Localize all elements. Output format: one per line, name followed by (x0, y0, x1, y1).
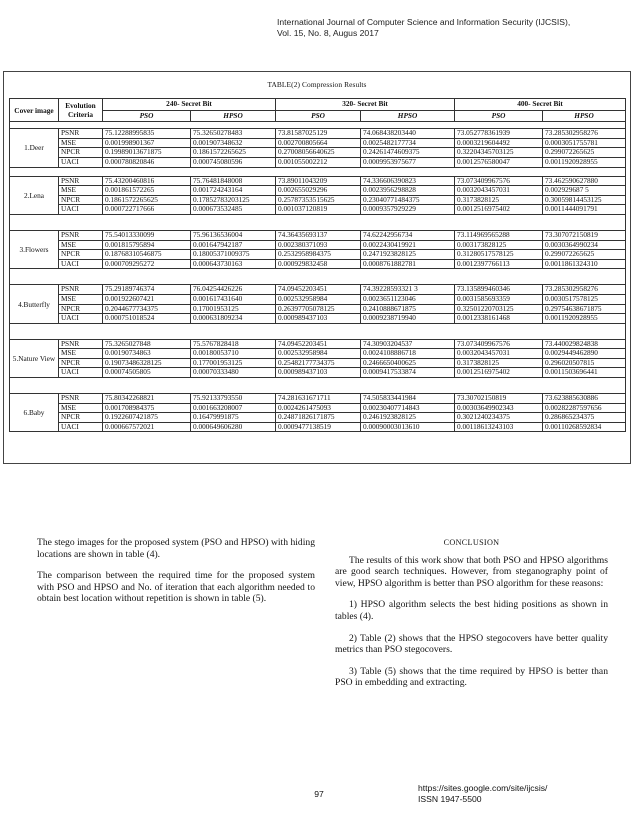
value-cell: 0.002700805664 (276, 138, 361, 148)
sub-header: HPSO (191, 110, 276, 122)
value-cell: 0.000722717666 (103, 205, 191, 215)
value-cell: 0.0011920928955 (543, 314, 626, 324)
value-cell: 74.505833441984 (361, 394, 455, 404)
table-body (10, 122, 626, 432)
value-cell: 74.30903204537 (361, 339, 455, 349)
value-cell: 75.54013330099 (103, 230, 191, 240)
value-cell: 75.43200460816 (103, 176, 191, 186)
value-cell: 0.002655029296 (276, 186, 361, 196)
criteria-cell: NPCR (59, 413, 103, 423)
criteria-cell: UACI (59, 314, 103, 324)
value-cell: 0.0009238719940 (361, 314, 455, 324)
value-cell: 0.19989013671875 (103, 148, 191, 158)
value-cell: 0.0022430419921 (361, 240, 455, 250)
journal-header-line2: Vol. 15, No. 8, Augus 2017 (277, 28, 379, 38)
table-row (10, 259, 626, 269)
value-cell: 0.2466650400625 (361, 358, 455, 368)
value-cell: 0.296020507815 (543, 358, 626, 368)
cover-image-cell: 6.Baby (10, 394, 59, 432)
group-header-320: 320- Secret Bit (276, 99, 455, 111)
value-cell: 73.052778361939 (455, 129, 543, 139)
table-row (10, 240, 626, 250)
value-cell: 74.336606390823 (361, 176, 455, 186)
group-spacer-row (10, 378, 626, 394)
value-cell: 0.0011444091791 (543, 205, 626, 215)
left-column (37, 537, 315, 615)
value-cell: 0.000709295272 (103, 259, 191, 269)
table-row (10, 413, 626, 423)
cover-image-header: Cover image (10, 99, 59, 122)
criteria-cell: NPCR (59, 195, 103, 205)
value-cell: 73.114969565288 (455, 230, 543, 240)
value-cell: 0.001815795894 (103, 240, 191, 250)
value-cell: 0.2044677734375 (103, 304, 191, 314)
value-cell: 0.00118613243103 (455, 422, 543, 432)
value-cell: 0.1922607421875 (103, 413, 191, 423)
table-row (10, 314, 626, 324)
value-cell: 73.135899460346 (455, 285, 543, 295)
value-cell: 74.39228593321 3 (361, 285, 455, 295)
value-cell: 0.000631809234 (191, 314, 276, 324)
value-cell: 75.76481848008 (191, 176, 276, 186)
value-cell: 0.299072265625 (543, 148, 626, 158)
value-cell: 0.001037120819 (276, 205, 361, 215)
value-cell: 0.0012516975402 (455, 205, 543, 215)
value-cell: 0.001663208007 (191, 403, 276, 413)
spacer-cell (10, 323, 626, 339)
issn: ISSN 1947-5500 (418, 794, 482, 804)
table-row (10, 304, 626, 314)
cover-image-cell: 5.Nature View (10, 339, 59, 377)
value-cell: 0.2461923828125 (361, 413, 455, 423)
table-row (10, 422, 626, 432)
sub-header: HPSO (361, 110, 455, 122)
criteria-cell: NPCR (59, 148, 103, 158)
criteria-cell: MSE (59, 186, 103, 196)
value-cell: 0.32204345703125 (455, 148, 543, 158)
value-cell: 0.29754638671875 (543, 304, 626, 314)
group-spacer-row (10, 167, 626, 176)
value-cell: 0.00090003013610 (361, 422, 455, 432)
criteria-cell: PSNR (59, 339, 103, 349)
table-row (10, 349, 626, 359)
value-cell: 73.30702150819 (455, 394, 543, 404)
criteria-cell: MSE (59, 294, 103, 304)
group-spacer-row (10, 269, 626, 285)
value-cell: 0.000745080596 (191, 157, 276, 167)
value-cell: 0.25482177734375 (276, 358, 361, 368)
right-column (335, 537, 608, 699)
value-cell: 0.00074505805 (103, 368, 191, 378)
criteria-cell: MSE (59, 240, 103, 250)
criteria-cell: UACI (59, 205, 103, 215)
value-cell: 0.0012338161468 (455, 314, 543, 324)
table-row (10, 176, 626, 186)
paragraph: 2) Table (2) shows that the HPSO stegocovers have better quality metrics than PSO stegocovers. (335, 632, 608, 656)
criteria-cell: MSE (59, 403, 103, 413)
paragraph: The stego images for the proposed system (PSO and HPSO) with hiding locations are shown in table (4). (37, 537, 315, 560)
value-cell: 0.0031585693359 (455, 294, 543, 304)
value-cell: 0.001998901367 (103, 138, 191, 148)
table-frame (3, 71, 631, 464)
value-cell: 75.96136536004 (191, 230, 276, 240)
group-spacer-row (10, 323, 626, 339)
value-cell: 0.27008056640625 (276, 148, 361, 158)
value-cell: 0.000649606280 (191, 422, 276, 432)
value-cell: 0.0023956298828 (361, 186, 455, 196)
spacer-cell (10, 269, 626, 285)
journal-header (277, 17, 617, 39)
value-cell: 0.0023651123046 (361, 294, 455, 304)
table-row (10, 250, 626, 260)
group-spacer-row (10, 214, 626, 230)
value-cell: 0.0003051755781 (543, 138, 626, 148)
table-row (10, 157, 626, 167)
value-cell: 0.00230407714843 (361, 403, 455, 413)
value-cell: 0.3173828125 (455, 358, 543, 368)
value-cell: 0.32501220703125 (455, 304, 543, 314)
sub-header: HPSO (543, 110, 626, 122)
paragraph: The comparison between the required time for the proposed system with PSO and HPSO and No. of iteration that each algorithm needed to obtain best location without repetition is shown in table (5). (37, 570, 315, 605)
paragraph: 3) Table (5) shows that the time required by HPSO is better than PSO in embedding and extracting. (335, 665, 608, 689)
value-cell: 74.281631671711 (276, 394, 361, 404)
value-cell: 0.0012516975402 (455, 368, 543, 378)
criteria-cell: NPCR (59, 304, 103, 314)
value-cell: 0.00110268592834 (543, 422, 626, 432)
value-cell: 0.17001953125 (191, 304, 276, 314)
value-cell: 76.04254426226 (191, 285, 276, 295)
cover-image-cell: 4.Butterfly (10, 285, 59, 323)
value-cell: 0.000667572021 (103, 422, 191, 432)
table-row (10, 230, 626, 240)
value-cell: 0.299072265625 (543, 250, 626, 260)
criteria-cell: MSE (59, 138, 103, 148)
journal-url: https://sites.google.com/site/ijcsis/ (418, 783, 548, 793)
value-cell: 0.00180053710 (191, 349, 276, 359)
value-cell: 73.285302958276 (543, 129, 626, 139)
value-cell: 0.001617431640 (191, 294, 276, 304)
value-cell: 0.18768310546875 (103, 250, 191, 260)
value-cell: 75.12288995835 (103, 129, 191, 139)
value-cell: 0.24871826171875 (276, 413, 361, 423)
cover-image-cell: 3.Flowers (10, 230, 59, 268)
criteria-cell: UACI (59, 157, 103, 167)
journal-header-line1: International Journal of Computer Science and Information Security (IJCSIS), (277, 17, 571, 27)
value-cell: 0.00070333480 (191, 368, 276, 378)
table-row (10, 186, 626, 196)
value-cell: 0.3021240234375 (455, 413, 543, 423)
sub-header: PSO (103, 110, 191, 122)
table-caption: TABLE(2) Compression Results (267, 80, 367, 89)
value-cell: 75.29189746374 (103, 285, 191, 295)
criteria-cell: NPCR (59, 250, 103, 260)
spacer-cell (10, 122, 626, 129)
value-cell: 0.26397705078125 (276, 304, 361, 314)
paragraph: 1) HPSO algorithm selects the best hiding positions as shown in tables (4). (335, 599, 608, 622)
value-cell: 75.32650278483 (191, 129, 276, 139)
value-cell: 73.440029824838 (543, 339, 626, 349)
spacer-cell (10, 167, 626, 176)
value-cell: 0.00303649902343 (455, 403, 543, 413)
footer-info (418, 783, 547, 805)
table-row (10, 368, 626, 378)
value-cell: 74.62242956734 (361, 230, 455, 240)
criteria-cell: UACI (59, 422, 103, 432)
value-cell: 0.000643730163 (191, 259, 276, 269)
value-cell: 74.068438203440 (361, 129, 455, 139)
table-row (10, 148, 626, 158)
value-cell: 73.285302958276 (543, 285, 626, 295)
value-cell: 74.36435693137 (276, 230, 361, 240)
compression-results-table (9, 98, 626, 432)
value-cell: 0.002532958984 (276, 349, 361, 359)
value-cell: 0.000780820846 (103, 157, 191, 167)
table-row (10, 285, 626, 295)
criteria-cell: UACI (59, 368, 103, 378)
criteria-cell: UACI (59, 259, 103, 269)
value-cell: 0.18005371009375 (191, 250, 276, 260)
value-cell: 0.0032043457031 (455, 349, 543, 359)
group-header-240: 240- Secret Bit (103, 99, 276, 111)
value-cell: 74.09452203451 (276, 285, 361, 295)
sub-header: PSO (455, 110, 543, 122)
group-spacer-row (10, 122, 626, 129)
value-cell: 0.000929832458 (276, 259, 361, 269)
value-cell: 0.001708984375 (103, 403, 191, 413)
value-cell: 0.0012576580047 (455, 157, 543, 167)
value-cell: 0.001861572265 (103, 186, 191, 196)
value-cell: 0.0024261475093 (276, 403, 361, 413)
value-cell: 0.003173828125 (455, 240, 543, 250)
value-cell: 0.30059814453125 (543, 195, 626, 205)
value-cell: 0.17852783203125 (191, 195, 276, 205)
value-cell: 0.0009477138519 (276, 422, 361, 432)
value-cell: 0.002929687 5 (543, 186, 626, 196)
value-cell: 0.1861572265625 (103, 195, 191, 205)
value-cell: 73.073409967576 (455, 176, 543, 186)
value-cell: 0.3173828125 (455, 195, 543, 205)
value-cell: 0.00282287597656 (543, 403, 626, 413)
value-cell: 0.0009417533874 (361, 368, 455, 378)
value-cell: 0.0030517578125 (543, 294, 626, 304)
value-cell: 0.23040771484375 (361, 195, 455, 205)
value-cell: 0.2471923828125 (361, 250, 455, 260)
value-cell: 0.0029449462890 (543, 349, 626, 359)
value-cell: 0.0008761882781 (361, 259, 455, 269)
value-cell: 0.0011861324310 (543, 259, 626, 269)
paragraph: The results of this work show that both PSO and HPSO algorithms are good search techniques. However, from steganography point of view, HPSO algorithm is better than PSO algorithm for these reasons: (335, 554, 608, 589)
value-cell: 0.0024108886718 (361, 349, 455, 359)
table-row (10, 294, 626, 304)
table-row (10, 403, 626, 413)
criteria-cell: PSNR (59, 129, 103, 139)
value-cell: 0.001055002212 (276, 157, 361, 167)
table-row (10, 205, 626, 215)
value-cell: 73.307072150819 (543, 230, 626, 240)
evolution-criteria-header: Evolution Criteria (59, 99, 103, 122)
value-cell: 0.24261474609375 (361, 148, 455, 158)
value-cell: 0.00190734863 (103, 349, 191, 359)
criteria-cell: MSE (59, 349, 103, 359)
value-cell: 75.5767828418 (191, 339, 276, 349)
value-cell: 0.31280517578125 (455, 250, 543, 260)
value-cell: 0.000751018524 (103, 314, 191, 324)
value-cell: 0.0030364990234 (543, 240, 626, 250)
value-cell: 0.000673532485 (191, 205, 276, 215)
table-row (10, 138, 626, 148)
value-cell: 0.16479991875 (191, 413, 276, 423)
value-cell: 0.2410888671875 (361, 304, 455, 314)
table-row (10, 195, 626, 205)
table-row (10, 394, 626, 404)
table-row (10, 358, 626, 368)
value-cell: 0.25787353515625 (276, 195, 361, 205)
value-cell: 74.09452203451 (276, 339, 361, 349)
value-cell: 0.001724243164 (191, 186, 276, 196)
criteria-cell: NPCR (59, 358, 103, 368)
value-cell: 0.286865234375 (543, 413, 626, 423)
value-cell: 0.0012397766113 (455, 259, 543, 269)
value-cell: 0.002380371093 (276, 240, 361, 250)
value-cell: 0.2532958984375 (276, 250, 361, 260)
value-cell: 73.81587025129 (276, 129, 361, 139)
value-cell: 73.462590627880 (543, 176, 626, 186)
value-cell: 75.92133793550 (191, 394, 276, 404)
value-cell: 0.0011920928955 (543, 157, 626, 167)
value-cell: 0.000989437103 (276, 368, 361, 378)
value-cell: 0.0003219604492 (455, 138, 543, 148)
value-cell: 73.073409967576 (455, 339, 543, 349)
table-row (10, 339, 626, 349)
value-cell: 0.19073486328125 (103, 358, 191, 368)
value-cell: 0.0011503696441 (543, 368, 626, 378)
criteria-cell: PSNR (59, 394, 103, 404)
cover-image-cell: 1.Deer (10, 129, 59, 167)
value-cell: 0.001907348632 (191, 138, 276, 148)
page-number: 97 (314, 789, 324, 799)
value-cell: 0.0009953975677 (361, 157, 455, 167)
criteria-cell: PSNR (59, 176, 103, 186)
value-cell: 0.1861572265625 (191, 148, 276, 158)
value-cell: 73.623885630886 (543, 394, 626, 404)
sub-header: PSO (276, 110, 361, 122)
criteria-cell: PSNR (59, 230, 103, 240)
criteria-cell: PSNR (59, 285, 103, 295)
table-row (10, 129, 626, 139)
value-cell: 0.001647942187 (191, 240, 276, 250)
value-cell: 0.000989437103 (276, 314, 361, 324)
value-cell: 0.177001953125 (191, 358, 276, 368)
section-heading-conclusion: CONCLUSION (443, 538, 500, 547)
value-cell: 0.001922607421 (103, 294, 191, 304)
value-cell: 0.0032043457031 (455, 186, 543, 196)
spacer-cell (10, 378, 626, 394)
value-cell: 0.0009357929229 (361, 205, 455, 215)
spacer-cell (10, 214, 626, 230)
value-cell: 0.002532958984 (276, 294, 361, 304)
value-cell: 73.89011043209 (276, 176, 361, 186)
group-header-400: 400- Secret Bit (455, 99, 626, 111)
cover-image-cell: 2.Lena (10, 176, 59, 214)
value-cell: 0.0025482177734 (361, 138, 455, 148)
value-cell: 75.3265027848 (103, 339, 191, 349)
value-cell: 75.80342268821 (103, 394, 191, 404)
